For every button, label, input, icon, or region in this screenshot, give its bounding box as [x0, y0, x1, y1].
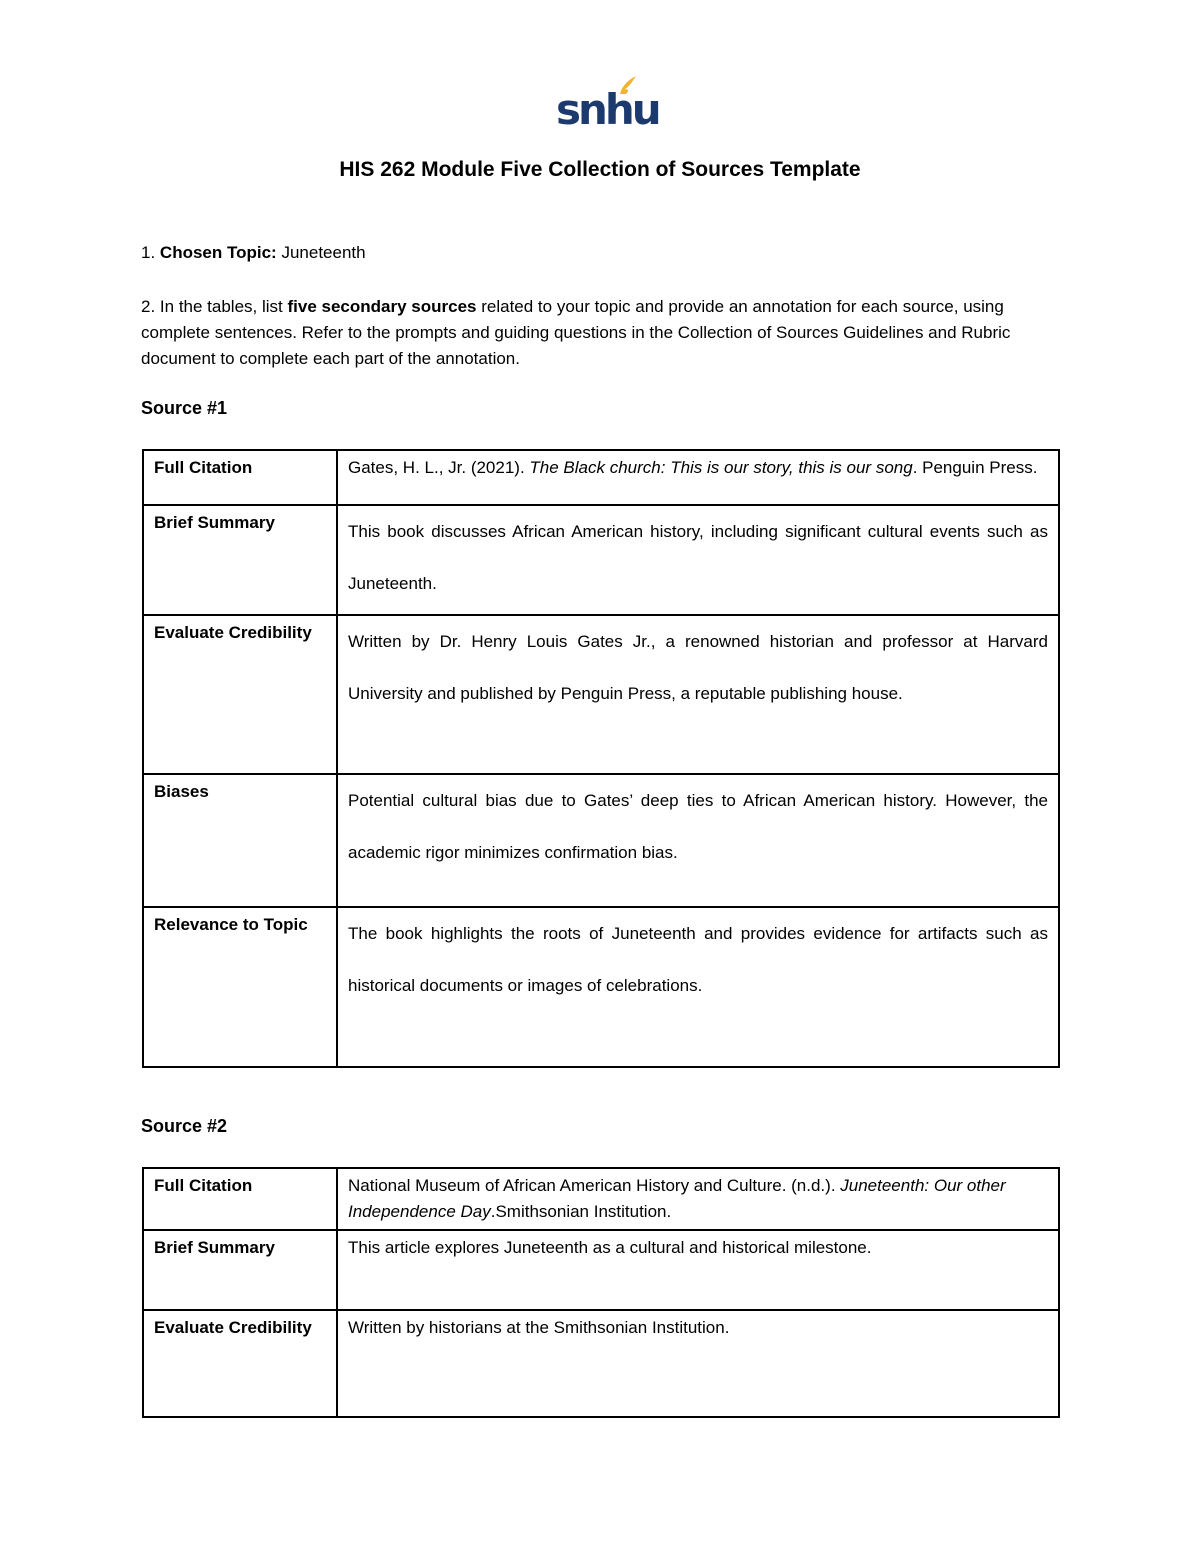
source-table [142, 1167, 1060, 1418]
row-label: Full Citation [143, 1168, 337, 1230]
snhu-logo [556, 74, 659, 134]
instructions-bold: five secondary sources [287, 297, 477, 316]
table-row [143, 1230, 1059, 1310]
row-label: Brief Summary [143, 1230, 337, 1310]
instructions-post: related to your topic and provide an annotation for each source, using complete sentences. Refer to the prompts and guiding questions in the Collection of Sources Guidelines and Rubric document to complete each part of the annotation. [141, 297, 1011, 368]
topic-value: Juneteenth [281, 243, 366, 262]
instructions-number: 2. [141, 297, 156, 316]
flame-icon [616, 74, 638, 96]
row-label: Biases [143, 774, 337, 907]
relevance-to-topic: The book highlights the roots of Juneteenth and provides evidence for artifacts such as historical documents or images of celebrations. [337, 907, 1059, 1067]
table-row [143, 1310, 1059, 1417]
table-row [143, 907, 1059, 1067]
brief-summary: This book discusses African American history, including significant cultural events such as Juneteenth. [337, 505, 1059, 615]
document-title: HIS 262 Module Five Collection of Sources Template [339, 158, 861, 181]
instructions-pre: In the tables, list [159, 297, 283, 316]
evaluate-credibility: Written by historians at the Smithsonian Institution. [337, 1310, 1059, 1417]
topic-label: Chosen Topic: [159, 243, 277, 262]
citation-title: The Black church: This is our story, this is our song [529, 458, 913, 477]
citation-text: Gates, H. L., Jr. (2021). [348, 458, 530, 477]
chosen-topic-line [141, 240, 1046, 266]
row-label: Evaluate Credibility [143, 615, 337, 774]
logo-wordmark: snhu [556, 85, 659, 134]
evaluate-credibility: Written by Dr. Henry Louis Gates Jr., a renowned historian and professor at Harvard University and published by Penguin Press, a reputable publishing house. [337, 615, 1059, 774]
row-label: Relevance to Topic [143, 907, 337, 1067]
table-row [143, 1168, 1059, 1230]
citation-title: Juneteenth: Our other Independence Day [348, 1176, 1006, 1221]
instructions-paragraph [141, 294, 1046, 372]
row-label: Full Citation [143, 450, 337, 505]
biases: Potential cultural bias due to Gates’ deep ties to African American history. However, the academic rigor minimizes confirmation bias. [337, 774, 1059, 907]
table-row [143, 505, 1059, 615]
row-label: Evaluate Credibility [143, 1310, 337, 1417]
source-table [142, 449, 1060, 1068]
citation-publisher: . Penguin Press. [912, 458, 1038, 477]
full-citation [337, 450, 1059, 505]
citation-publisher: .Smithsonian Institution. [490, 1202, 672, 1221]
table-row [143, 615, 1059, 774]
source-heading: Source #1 [141, 398, 228, 418]
table-row [143, 774, 1059, 907]
topic-number: 1. [141, 243, 156, 262]
brief-summary: This article explores Juneteenth as a cultural and historical milestone. [337, 1230, 1059, 1310]
source-heading: Source #2 [141, 1116, 228, 1136]
citation-text: National Museum of African American History and Culture. (n.d.). [348, 1176, 841, 1195]
table-row [143, 450, 1059, 505]
row-label: Brief Summary [143, 505, 337, 615]
full-citation [337, 1168, 1059, 1230]
